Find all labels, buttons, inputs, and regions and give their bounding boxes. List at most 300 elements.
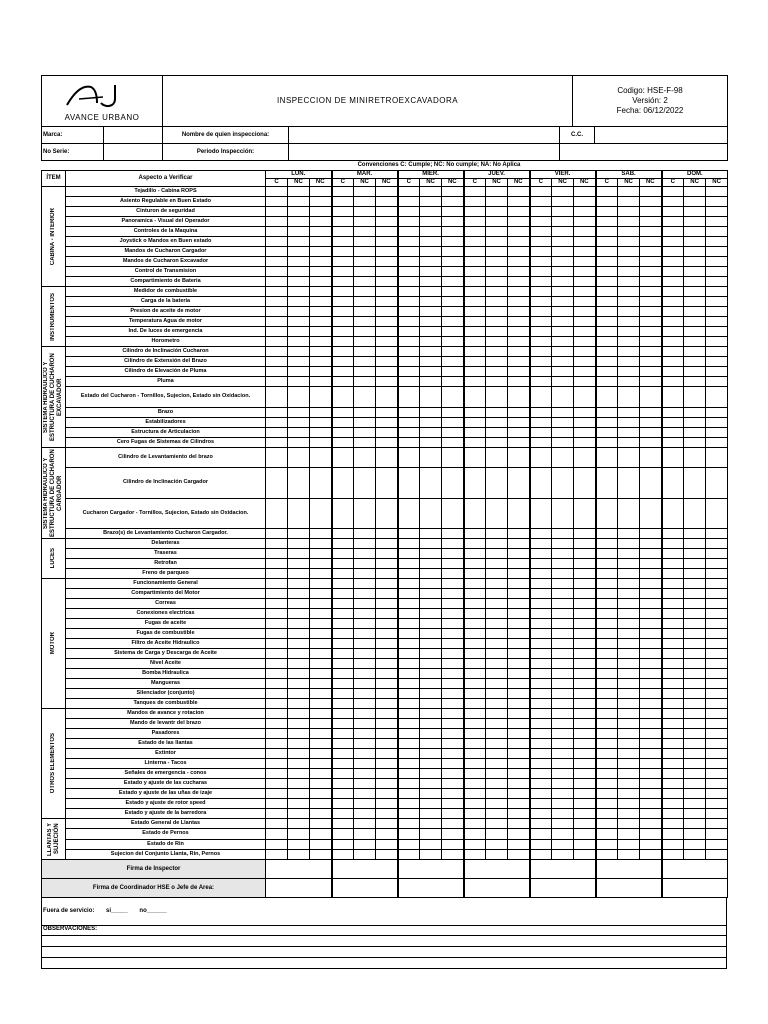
check-cell[interactable] bbox=[662, 357, 684, 367]
check-cell[interactable] bbox=[420, 669, 442, 679]
check-cell[interactable] bbox=[332, 829, 354, 839]
check-cell[interactable] bbox=[420, 799, 442, 809]
check-cell[interactable] bbox=[332, 759, 354, 769]
check-cell[interactable] bbox=[310, 809, 332, 819]
check-cell[interactable] bbox=[662, 809, 684, 819]
check-cell[interactable] bbox=[288, 589, 310, 599]
check-cell[interactable] bbox=[288, 719, 310, 729]
check-cell[interactable] bbox=[332, 789, 354, 799]
check-cell[interactable] bbox=[442, 498, 464, 528]
check-cell[interactable] bbox=[332, 809, 354, 819]
check-cell[interactable] bbox=[530, 417, 552, 427]
check-cell[interactable] bbox=[662, 407, 684, 417]
check-cell[interactable] bbox=[266, 579, 288, 589]
check-cell[interactable] bbox=[684, 207, 706, 217]
check-cell[interactable] bbox=[552, 639, 574, 649]
check-cell[interactable] bbox=[288, 669, 310, 679]
check-cell[interactable] bbox=[464, 629, 486, 639]
check-cell[interactable] bbox=[508, 367, 530, 377]
check-cell[interactable] bbox=[706, 407, 728, 417]
check-cell[interactable] bbox=[508, 699, 530, 709]
check-cell[interactable] bbox=[596, 559, 618, 569]
check-cell[interactable] bbox=[706, 257, 728, 267]
check-cell[interactable] bbox=[574, 207, 596, 217]
check-cell[interactable] bbox=[508, 729, 530, 739]
check-cell[interactable] bbox=[574, 367, 596, 377]
check-cell[interactable] bbox=[618, 579, 640, 589]
check-cell[interactable] bbox=[552, 789, 574, 799]
check-cell[interactable] bbox=[332, 619, 354, 629]
check-cell[interactable] bbox=[266, 669, 288, 679]
check-cell[interactable] bbox=[486, 217, 508, 227]
check-cell[interactable] bbox=[508, 528, 530, 538]
check-cell[interactable] bbox=[420, 347, 442, 357]
check-cell[interactable] bbox=[640, 589, 662, 599]
check-cell[interactable] bbox=[552, 307, 574, 317]
check-cell[interactable] bbox=[310, 679, 332, 689]
check-cell[interactable] bbox=[640, 267, 662, 277]
check-cell[interactable] bbox=[596, 377, 618, 387]
check-cell[interactable] bbox=[464, 759, 486, 769]
check-cell[interactable] bbox=[354, 257, 376, 267]
check-cell[interactable] bbox=[288, 267, 310, 277]
check-cell[interactable] bbox=[684, 699, 706, 709]
periodo-field[interactable] bbox=[289, 144, 560, 161]
check-cell[interactable] bbox=[398, 559, 420, 569]
check-cell[interactable] bbox=[266, 427, 288, 437]
check-cell[interactable] bbox=[464, 307, 486, 317]
check-cell[interactable] bbox=[662, 579, 684, 589]
check-cell[interactable] bbox=[442, 609, 464, 619]
check-cell[interactable] bbox=[552, 377, 574, 387]
check-cell[interactable] bbox=[530, 729, 552, 739]
check-cell[interactable] bbox=[354, 367, 376, 377]
check-cell[interactable] bbox=[464, 498, 486, 528]
check-cell[interactable] bbox=[464, 417, 486, 427]
check-cell[interactable] bbox=[332, 689, 354, 699]
check-cell[interactable] bbox=[508, 839, 530, 849]
check-cell[interactable] bbox=[486, 367, 508, 377]
check-cell[interactable] bbox=[442, 789, 464, 799]
check-cell[interactable] bbox=[706, 387, 728, 407]
check-cell[interactable] bbox=[398, 579, 420, 589]
check-cell[interactable] bbox=[486, 769, 508, 779]
check-cell[interactable] bbox=[486, 317, 508, 327]
check-cell[interactable] bbox=[706, 427, 728, 437]
check-cell[interactable] bbox=[376, 839, 398, 849]
check-cell[interactable] bbox=[486, 739, 508, 749]
check-cell[interactable] bbox=[310, 267, 332, 277]
check-cell[interactable] bbox=[420, 468, 442, 498]
check-cell[interactable] bbox=[398, 739, 420, 749]
check-cell[interactable] bbox=[508, 277, 530, 287]
check-cell[interactable] bbox=[530, 257, 552, 267]
check-cell[interactable] bbox=[398, 779, 420, 789]
check-cell[interactable] bbox=[596, 839, 618, 849]
check-cell[interactable] bbox=[552, 357, 574, 367]
check-cell[interactable] bbox=[442, 528, 464, 538]
check-cell[interactable] bbox=[508, 629, 530, 639]
check-cell[interactable] bbox=[530, 629, 552, 639]
check-cell[interactable] bbox=[486, 819, 508, 829]
check-cell[interactable] bbox=[420, 819, 442, 829]
check-cell[interactable] bbox=[508, 659, 530, 669]
check-cell[interactable] bbox=[310, 427, 332, 437]
check-cell[interactable] bbox=[288, 569, 310, 579]
check-cell[interactable] bbox=[398, 468, 420, 498]
check-cell[interactable] bbox=[618, 427, 640, 437]
check-cell[interactable] bbox=[310, 849, 332, 859]
check-cell[interactable] bbox=[266, 327, 288, 337]
check-cell[interactable] bbox=[596, 799, 618, 809]
check-cell[interactable] bbox=[508, 539, 530, 549]
check-cell[interactable] bbox=[310, 769, 332, 779]
check-cell[interactable] bbox=[684, 427, 706, 437]
check-cell[interactable] bbox=[398, 839, 420, 849]
check-cell[interactable] bbox=[376, 197, 398, 207]
check-cell[interactable] bbox=[288, 709, 310, 719]
check-cell[interactable] bbox=[662, 287, 684, 297]
check-cell[interactable] bbox=[662, 639, 684, 649]
check-cell[interactable] bbox=[310, 277, 332, 287]
check-cell[interactable] bbox=[288, 528, 310, 538]
check-cell[interactable] bbox=[574, 448, 596, 468]
check-cell[interactable] bbox=[486, 619, 508, 629]
check-cell[interactable] bbox=[398, 277, 420, 287]
check-cell[interactable] bbox=[398, 799, 420, 809]
check-cell[interactable] bbox=[596, 197, 618, 207]
check-cell[interactable] bbox=[662, 197, 684, 207]
check-cell[interactable] bbox=[266, 649, 288, 659]
check-cell[interactable] bbox=[706, 669, 728, 679]
check-cell[interactable] bbox=[640, 619, 662, 629]
check-cell[interactable] bbox=[442, 599, 464, 609]
check-cell[interactable] bbox=[552, 619, 574, 629]
check-cell[interactable] bbox=[464, 237, 486, 247]
check-cell[interactable] bbox=[464, 267, 486, 277]
check-cell[interactable] bbox=[266, 267, 288, 277]
check-cell[interactable] bbox=[574, 739, 596, 749]
check-cell[interactable] bbox=[706, 217, 728, 227]
check-cell[interactable] bbox=[288, 609, 310, 619]
check-cell[interactable] bbox=[596, 629, 618, 639]
check-cell[interactable] bbox=[684, 417, 706, 427]
check-cell[interactable] bbox=[376, 539, 398, 549]
check-cell[interactable] bbox=[640, 227, 662, 237]
check-cell[interactable] bbox=[464, 377, 486, 387]
check-cell[interactable] bbox=[464, 297, 486, 307]
check-cell[interactable] bbox=[662, 599, 684, 609]
check-cell[interactable] bbox=[508, 819, 530, 829]
check-cell[interactable] bbox=[508, 227, 530, 237]
check-cell[interactable] bbox=[442, 579, 464, 589]
check-cell[interactable] bbox=[310, 347, 332, 357]
check-cell[interactable] bbox=[332, 207, 354, 217]
check-cell[interactable] bbox=[574, 559, 596, 569]
check-cell[interactable] bbox=[332, 659, 354, 669]
signature-cell[interactable] bbox=[464, 860, 530, 879]
check-cell[interactable] bbox=[420, 569, 442, 579]
check-cell[interactable] bbox=[706, 367, 728, 377]
check-cell[interactable] bbox=[442, 819, 464, 829]
check-cell[interactable] bbox=[684, 639, 706, 649]
check-cell[interactable] bbox=[530, 528, 552, 538]
check-cell[interactable] bbox=[486, 237, 508, 247]
check-cell[interactable] bbox=[618, 649, 640, 659]
check-cell[interactable] bbox=[376, 337, 398, 347]
check-cell[interactable] bbox=[618, 357, 640, 367]
check-cell[interactable] bbox=[464, 619, 486, 629]
check-cell[interactable] bbox=[706, 839, 728, 849]
check-cell[interactable] bbox=[442, 549, 464, 559]
check-cell[interactable] bbox=[266, 609, 288, 619]
check-cell[interactable] bbox=[574, 629, 596, 639]
check-cell[interactable] bbox=[442, 709, 464, 719]
check-cell[interactable] bbox=[574, 197, 596, 207]
check-cell[interactable] bbox=[640, 679, 662, 689]
check-cell[interactable] bbox=[442, 277, 464, 287]
check-cell[interactable] bbox=[420, 649, 442, 659]
check-cell[interactable] bbox=[354, 347, 376, 357]
check-cell[interactable] bbox=[684, 337, 706, 347]
check-cell[interactable] bbox=[574, 307, 596, 317]
check-cell[interactable] bbox=[574, 187, 596, 197]
check-cell[interactable] bbox=[596, 739, 618, 749]
check-cell[interactable] bbox=[354, 197, 376, 207]
check-cell[interactable] bbox=[552, 719, 574, 729]
check-cell[interactable] bbox=[310, 377, 332, 387]
check-cell[interactable] bbox=[618, 839, 640, 849]
check-cell[interactable] bbox=[332, 649, 354, 659]
check-cell[interactable] bbox=[266, 317, 288, 327]
check-cell[interactable] bbox=[310, 317, 332, 327]
check-cell[interactable] bbox=[574, 277, 596, 287]
check-cell[interactable] bbox=[354, 448, 376, 468]
check-cell[interactable] bbox=[442, 759, 464, 769]
check-cell[interactable] bbox=[442, 739, 464, 749]
check-cell[interactable] bbox=[486, 799, 508, 809]
check-cell[interactable] bbox=[486, 247, 508, 257]
check-cell[interactable] bbox=[420, 357, 442, 367]
check-cell[interactable] bbox=[442, 839, 464, 849]
check-cell[interactable] bbox=[420, 448, 442, 468]
check-cell[interactable] bbox=[530, 227, 552, 237]
check-cell[interactable] bbox=[398, 367, 420, 377]
signature-cell[interactable] bbox=[332, 860, 398, 879]
check-cell[interactable] bbox=[288, 819, 310, 829]
check-cell[interactable] bbox=[618, 679, 640, 689]
check-cell[interactable] bbox=[288, 437, 310, 447]
check-cell[interactable] bbox=[354, 789, 376, 799]
check-cell[interactable] bbox=[530, 217, 552, 227]
check-cell[interactable] bbox=[354, 709, 376, 719]
check-cell[interactable] bbox=[508, 267, 530, 277]
check-cell[interactable] bbox=[266, 819, 288, 829]
check-cell[interactable] bbox=[486, 227, 508, 237]
check-cell[interactable] bbox=[640, 367, 662, 377]
check-cell[interactable] bbox=[266, 849, 288, 859]
check-cell[interactable] bbox=[508, 709, 530, 719]
check-cell[interactable] bbox=[266, 197, 288, 207]
check-cell[interactable] bbox=[684, 559, 706, 569]
check-cell[interactable] bbox=[552, 819, 574, 829]
check-cell[interactable] bbox=[376, 357, 398, 367]
check-cell[interactable] bbox=[288, 237, 310, 247]
check-cell[interactable] bbox=[596, 849, 618, 859]
check-cell[interactable] bbox=[266, 387, 288, 407]
check-cell[interactable] bbox=[310, 739, 332, 749]
check-cell[interactable] bbox=[398, 679, 420, 689]
check-cell[interactable] bbox=[508, 749, 530, 759]
check-cell[interactable] bbox=[552, 277, 574, 287]
check-cell[interactable] bbox=[464, 327, 486, 337]
check-cell[interactable] bbox=[266, 247, 288, 257]
check-cell[interactable] bbox=[574, 427, 596, 437]
check-cell[interactable] bbox=[354, 237, 376, 247]
check-cell[interactable] bbox=[310, 689, 332, 699]
check-cell[interactable] bbox=[508, 829, 530, 839]
check-cell[interactable] bbox=[574, 849, 596, 859]
check-cell[interactable] bbox=[310, 819, 332, 829]
check-cell[interactable] bbox=[310, 307, 332, 317]
check-cell[interactable] bbox=[640, 347, 662, 357]
check-cell[interactable] bbox=[266, 237, 288, 247]
check-cell[interactable] bbox=[398, 759, 420, 769]
check-cell[interactable] bbox=[288, 769, 310, 779]
check-cell[interactable] bbox=[640, 468, 662, 498]
check-cell[interactable] bbox=[310, 639, 332, 649]
check-cell[interactable] bbox=[354, 579, 376, 589]
check-cell[interactable] bbox=[596, 317, 618, 327]
check-cell[interactable] bbox=[684, 448, 706, 468]
check-cell[interactable] bbox=[442, 809, 464, 819]
check-cell[interactable] bbox=[266, 357, 288, 367]
check-cell[interactable] bbox=[618, 237, 640, 247]
check-cell[interactable] bbox=[706, 237, 728, 247]
check-cell[interactable] bbox=[552, 539, 574, 549]
check-cell[interactable] bbox=[442, 829, 464, 839]
check-cell[interactable] bbox=[486, 849, 508, 859]
check-cell[interactable] bbox=[684, 277, 706, 287]
check-cell[interactable] bbox=[618, 347, 640, 357]
check-cell[interactable] bbox=[574, 729, 596, 739]
check-cell[interactable] bbox=[640, 649, 662, 659]
check-cell[interactable] bbox=[266, 277, 288, 287]
check-cell[interactable] bbox=[552, 187, 574, 197]
check-cell[interactable] bbox=[266, 699, 288, 709]
check-cell[interactable] bbox=[684, 749, 706, 759]
check-cell[interactable] bbox=[398, 729, 420, 739]
check-cell[interactable] bbox=[684, 569, 706, 579]
check-cell[interactable] bbox=[486, 327, 508, 337]
check-cell[interactable] bbox=[398, 619, 420, 629]
signature-cell[interactable] bbox=[464, 879, 530, 898]
check-cell[interactable] bbox=[618, 197, 640, 207]
check-cell[interactable] bbox=[310, 589, 332, 599]
check-cell[interactable] bbox=[662, 267, 684, 277]
check-cell[interactable] bbox=[354, 829, 376, 839]
check-cell[interactable] bbox=[618, 327, 640, 337]
check-cell[interactable] bbox=[596, 609, 618, 619]
check-cell[interactable] bbox=[508, 357, 530, 367]
check-cell[interactable] bbox=[530, 749, 552, 759]
check-cell[interactable] bbox=[552, 227, 574, 237]
check-cell[interactable] bbox=[442, 257, 464, 267]
check-cell[interactable] bbox=[288, 357, 310, 367]
check-cell[interactable] bbox=[442, 417, 464, 427]
check-cell[interactable] bbox=[288, 337, 310, 347]
check-cell[interactable] bbox=[354, 799, 376, 809]
check-cell[interactable] bbox=[684, 799, 706, 809]
check-cell[interactable] bbox=[640, 377, 662, 387]
check-cell[interactable] bbox=[332, 799, 354, 809]
check-cell[interactable] bbox=[354, 739, 376, 749]
check-cell[interactable] bbox=[662, 257, 684, 267]
check-cell[interactable] bbox=[266, 769, 288, 779]
check-cell[interactable] bbox=[442, 287, 464, 297]
check-cell[interactable] bbox=[442, 468, 464, 498]
check-cell[interactable] bbox=[596, 528, 618, 538]
check-cell[interactable] bbox=[530, 377, 552, 387]
inspector-name-field[interactable] bbox=[289, 127, 560, 144]
check-cell[interactable] bbox=[398, 448, 420, 468]
check-cell[interactable] bbox=[464, 227, 486, 237]
check-cell[interactable] bbox=[442, 679, 464, 689]
check-cell[interactable] bbox=[684, 819, 706, 829]
check-cell[interactable] bbox=[420, 549, 442, 559]
check-cell[interactable] bbox=[662, 769, 684, 779]
check-cell[interactable] bbox=[640, 277, 662, 287]
check-cell[interactable] bbox=[376, 347, 398, 357]
check-cell[interactable] bbox=[354, 437, 376, 447]
check-cell[interactable] bbox=[486, 539, 508, 549]
check-cell[interactable] bbox=[266, 347, 288, 357]
check-cell[interactable] bbox=[288, 629, 310, 639]
check-cell[interactable] bbox=[288, 809, 310, 819]
check-cell[interactable] bbox=[310, 609, 332, 619]
check-cell[interactable] bbox=[464, 437, 486, 447]
check-cell[interactable] bbox=[332, 749, 354, 759]
check-cell[interactable] bbox=[530, 197, 552, 207]
check-cell[interactable] bbox=[288, 779, 310, 789]
check-cell[interactable] bbox=[398, 819, 420, 829]
check-cell[interactable] bbox=[486, 699, 508, 709]
check-cell[interactable] bbox=[376, 849, 398, 859]
check-cell[interactable] bbox=[530, 579, 552, 589]
check-cell[interactable] bbox=[662, 437, 684, 447]
check-cell[interactable] bbox=[552, 599, 574, 609]
check-cell[interactable] bbox=[530, 589, 552, 599]
check-cell[interactable] bbox=[420, 749, 442, 759]
check-cell[interactable] bbox=[310, 207, 332, 217]
check-cell[interactable] bbox=[596, 619, 618, 629]
check-cell[interactable] bbox=[684, 649, 706, 659]
check-cell[interactable] bbox=[486, 709, 508, 719]
check-cell[interactable] bbox=[596, 579, 618, 589]
check-cell[interactable] bbox=[662, 307, 684, 317]
check-cell[interactable] bbox=[618, 609, 640, 619]
check-cell[interactable] bbox=[574, 267, 596, 277]
check-cell[interactable] bbox=[332, 579, 354, 589]
check-cell[interactable] bbox=[354, 659, 376, 669]
check-cell[interactable] bbox=[486, 559, 508, 569]
check-cell[interactable] bbox=[486, 569, 508, 579]
check-cell[interactable] bbox=[442, 769, 464, 779]
check-cell[interactable] bbox=[530, 849, 552, 859]
check-cell[interactable] bbox=[662, 528, 684, 538]
check-cell[interactable] bbox=[332, 609, 354, 619]
check-cell[interactable] bbox=[574, 639, 596, 649]
